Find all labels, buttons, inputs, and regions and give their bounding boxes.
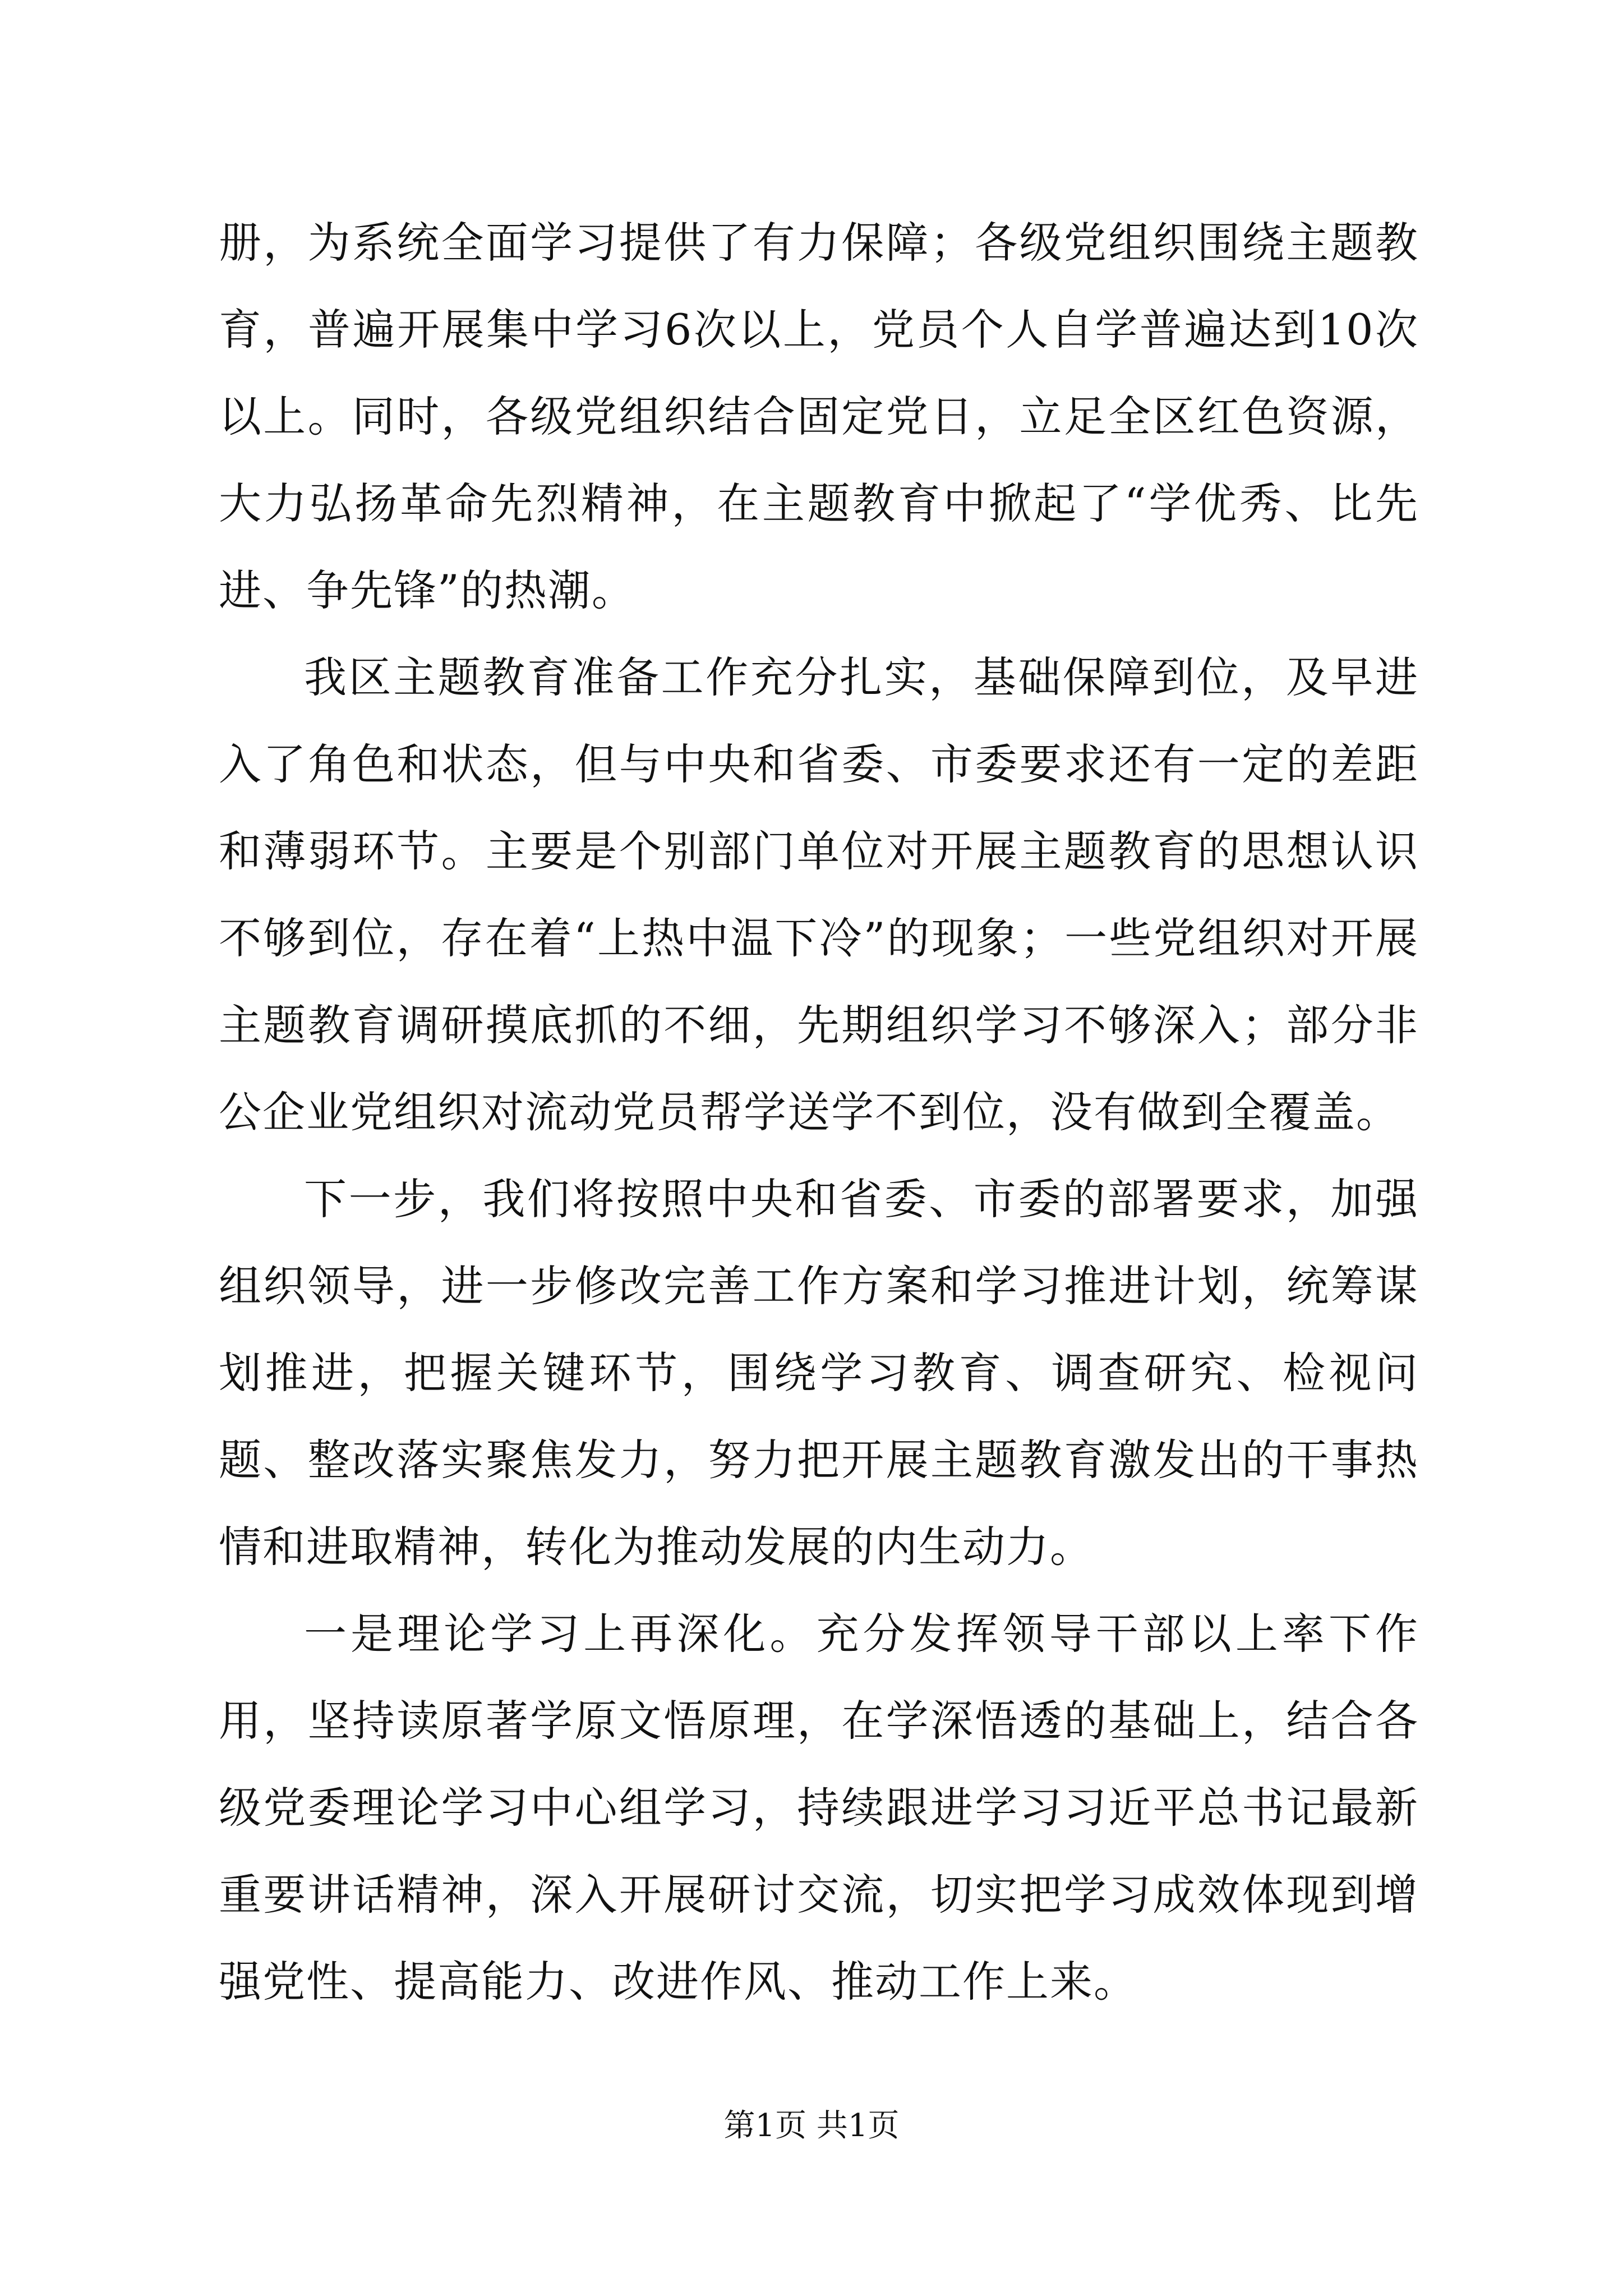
paragraph-preparation-status: 我区主题教育准备工作充分扎实，基础保障到位，及早进入了角色和状态，但与中央和省委、市委要求还有一定的差距和薄弱环节。主要是个别部门单位对开展主题教育的思想认识不够到位，存在着“上热中温下冷”的现象；一些党组织对开展主题教育调研摸底抓的不细，先期组织学习不够深入；部分非公企业党组织对流动党员帮学送学不到位，没有做到全覆盖。 — [219, 652, 1419, 1137]
paragraph-next-steps: 下一步，我们将按照中央和省委、市委的部署要求，加强组织领导，进一步修改完善工作方案和学习推进计划，统筹谋划推进，把握关键环节，围绕学习教育、调查研究、检视问题、整改落实聚焦发力，努力把开展主题教育激发出的干事热情和进取精神，转化为推动发展的内生动力。 — [219, 1174, 1419, 1572]
paragraph-continuation: 册，为系统全面学习提供了有力保障；各级党组织围绕主题教育，普遍开展集中学习6次以上，党员个人自学普遍达到10次以上。同时，各级党组织结合固定党日，立足全区红色资源，大力弘扬革命先烈精神，在主题教育中掀起了“学优秀、比先进、争先锋”的热潮。 — [219, 218, 1419, 615]
document-body — [219, 199, 1419, 2025]
page-footer: 第1页 共1页 — [723, 2108, 900, 2144]
paragraph-theory-study: 一是理论学习上再深化。充分发挥领导干部以上率下作用，坚持读原著学原文悟原理，在学深悟透的基础上，结合各级党委理论学习中心组学习，持续跟进学习习近平总书记最新重要讲话精神，深入开展研讨交流，切实把学习成效体现到增强党性、提高能力、改进作风、推动工作上来。 — [219, 1609, 1419, 2007]
